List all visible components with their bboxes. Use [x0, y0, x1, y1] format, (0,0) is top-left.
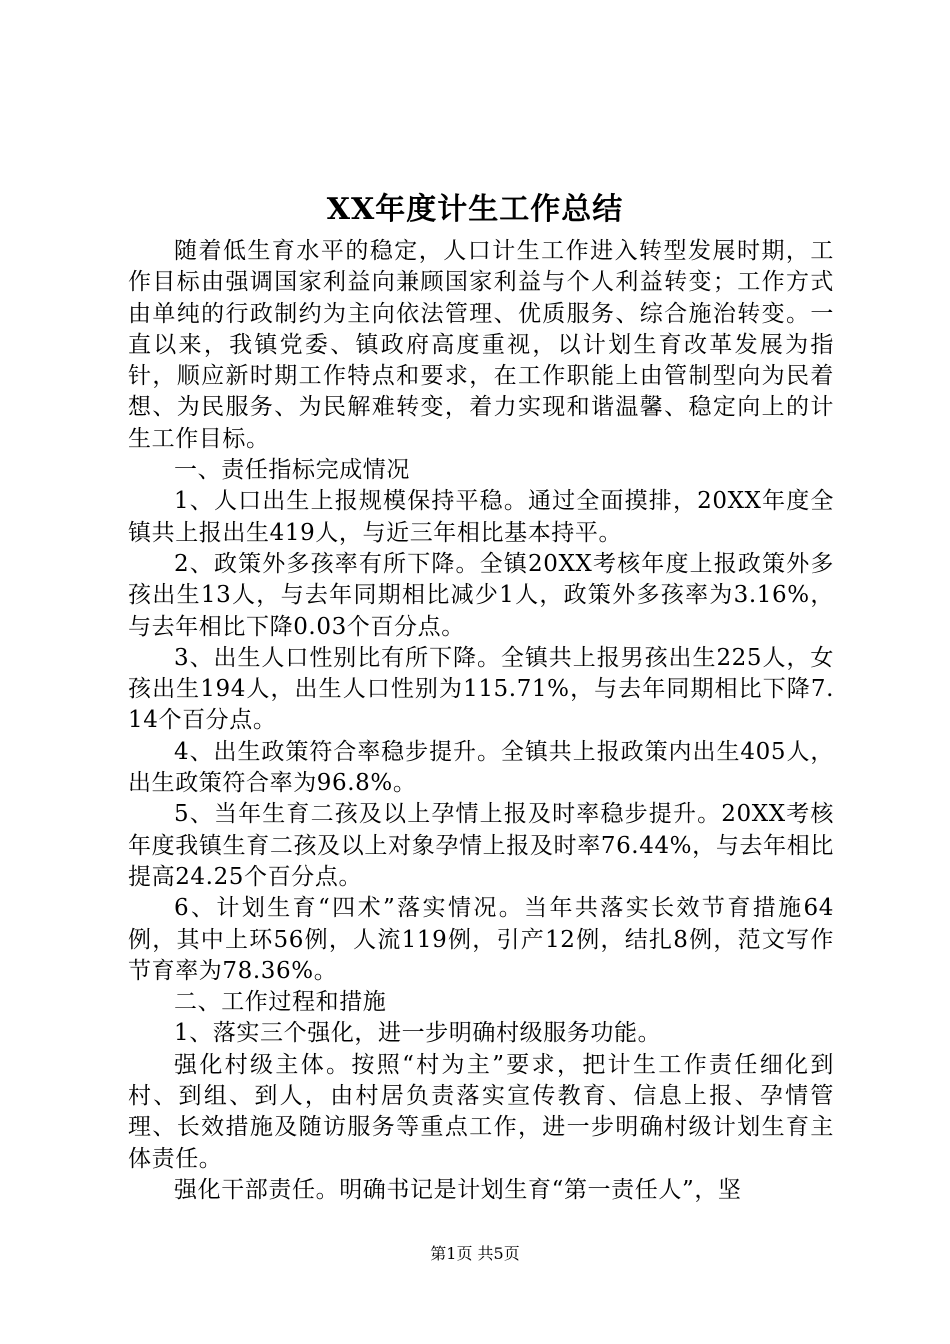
- paragraph-item-1: 1、人口出生上报规模保持平稳。通过全面摸排，20XX年度全镇共上报出生419人，与近三年相比基本持平。: [128, 488, 834, 546]
- subsection-heading-1: 1、落实三个强化，进一步明确村级服务功能。: [174, 1020, 662, 1047]
- paragraph-item-3: 3、出生人口性别比有所下降。全镇共上报男孩出生225人，女孩出生194人，出生人口性别为115.71%，与去年同期相比下降7.14个百分点。: [128, 644, 834, 734]
- paragraph-cadre-duty: 强化干部责任。明确书记是计划生育“第一责任人”，坚: [174, 1176, 742, 1203]
- paragraph-intro: 随着低生育水平的稳定，人口计生工作进入转型发展时期，工作目标由强调国家利益向兼顾国家利益与个人利益转变；工作方式由单纯的行政制约为主向依法管理、优质服务、综合施治转变。一直以来，我镇党委、镇政府高度重视，以计划生育改革发展为指针，顺应新时期工作特点和要求，在工作职能上由管制型向为民着想、为民服务、为民解难转变，着力实现和谐温馨、稳定向上的计生工作目标。: [128, 238, 834, 452]
- document-body: [128, 236, 834, 1206]
- paragraph-item-6: 6、计划生育“四术”落实情况。当年共落实长效节育措施64例，其中上环56例，人流119例，引产12例，结扎8例，范文写作节育率为78.36%。: [128, 895, 834, 984]
- section-heading-1: 一、责任指标完成情况: [174, 457, 410, 484]
- document-title: XX年度计生工作总结: [326, 192, 624, 227]
- paragraph-village-role: 强化村级主体。按照“村为主”要求，把计生工作责任细化到村、到组、到人，由村居负责落实宣传教育、信息上报、孕情管理、长效措施及随访服务等重点工作，进一步明确村级计划生育主体责任。: [128, 1051, 834, 1172]
- paragraph-item-4: 4、出生政策符合率稳步提升。全镇共上报政策内出生405人，出生政策符合率为96.8%。: [128, 738, 834, 797]
- paragraph-item-5: 5、当年生育二孩及以上孕情上报及时率稳步提升。20XX考核年度我镇生育二孩及以上对象孕情上报及时率76.44%，与去年相比提高24.25个百分点。: [128, 801, 834, 890]
- paragraph-item-2: 2、政策外多孩率有所下降。全镇20XX考核年度上报政策外多孩出生13人，与去年同期相比减少1人，政策外多孩率为3.16%，与去年相比下降0.03个百分点。: [128, 550, 834, 640]
- section-heading-2: 二、工作过程和措施: [174, 989, 387, 1016]
- page-number-footer: 第1页 共5页: [430, 1244, 520, 1263]
